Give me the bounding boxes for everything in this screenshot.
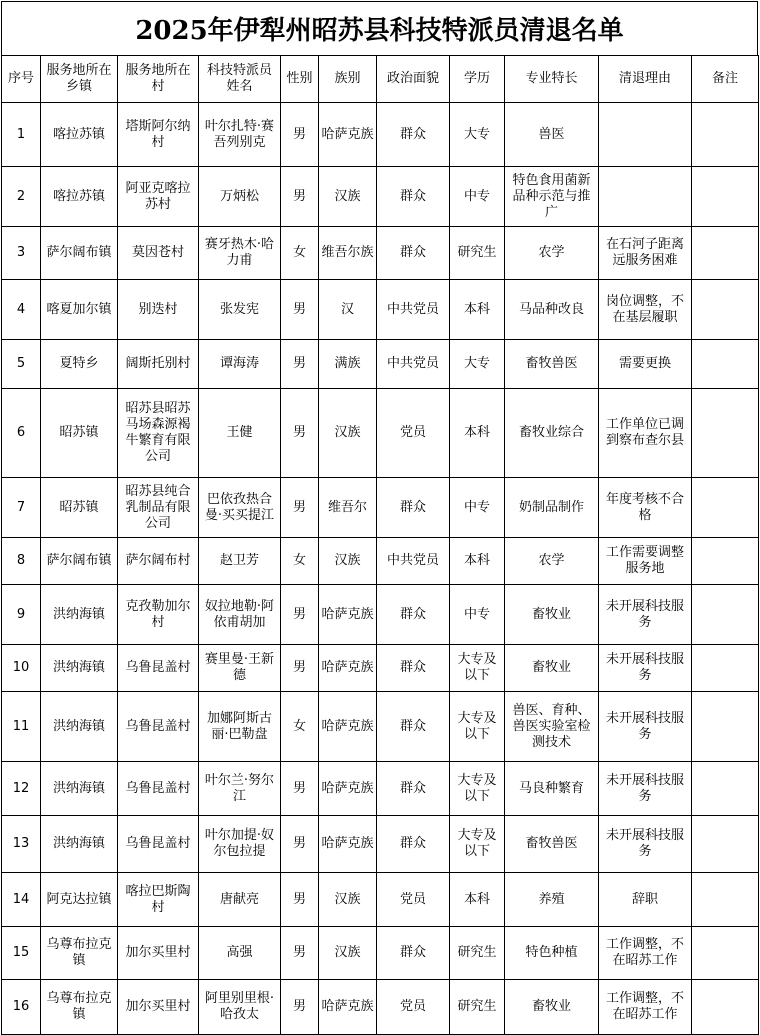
specialty-cell: 养殖 xyxy=(505,873,599,927)
name-cell: 赛牙热木·哈力甫 xyxy=(199,227,281,280)
table-row xyxy=(2,585,759,645)
remarks-cell xyxy=(692,478,759,538)
gender-cell: 女 xyxy=(281,227,319,280)
township-cell: 洪纳海镇 xyxy=(41,816,118,873)
column-header-name: 科技特派员姓名 xyxy=(199,56,281,103)
gender-cell: 男 xyxy=(281,280,319,340)
remarks-cell xyxy=(692,645,759,692)
table-row xyxy=(2,103,759,167)
ethnicity-cell: 哈萨克族 xyxy=(319,762,377,816)
township-cell: 萨尔阔布镇 xyxy=(41,538,118,585)
education-cell: 大专及以下 xyxy=(450,645,505,692)
name-cell: 高强 xyxy=(199,927,281,980)
index-cell: 13 xyxy=(2,816,41,873)
reason-cell: 工作调整，不在昭苏工作 xyxy=(599,980,692,1035)
ethnicity-cell: 汉族 xyxy=(319,167,377,227)
remarks-cell xyxy=(692,103,759,167)
village-cell: 阿亚克喀拉苏村 xyxy=(118,167,199,227)
village-cell: 昭苏县昭苏马场森源褐牛繁育有限公司 xyxy=(118,389,199,478)
reason-cell: 未开展科技服务 xyxy=(599,692,692,762)
township-cell: 洪纳海镇 xyxy=(41,762,118,816)
township-cell: 乌尊布拉克镇 xyxy=(41,927,118,980)
index-cell: 5 xyxy=(2,340,41,389)
political-status-cell: 群众 xyxy=(377,227,450,280)
village-cell: 乌鲁昆盖村 xyxy=(118,692,199,762)
ethnicity-cell: 哈萨克族 xyxy=(319,103,377,167)
village-cell: 莫因苍村 xyxy=(118,227,199,280)
ethnicity-cell: 哈萨克族 xyxy=(319,585,377,645)
township-cell: 昭苏镇 xyxy=(41,478,118,538)
remarks-cell xyxy=(692,585,759,645)
specialty-cell: 农学 xyxy=(505,227,599,280)
reason-cell: 工作单位已调到察布查尔县 xyxy=(599,389,692,478)
name-cell: 王健 xyxy=(199,389,281,478)
gender-cell: 男 xyxy=(281,873,319,927)
column-header-village: 服务地所在村 xyxy=(118,56,199,103)
political-status-cell: 中共党员 xyxy=(377,538,450,585)
table-row xyxy=(2,927,759,980)
township-cell: 洪纳海镇 xyxy=(41,692,118,762)
index-cell: 11 xyxy=(2,692,41,762)
reason-cell xyxy=(599,167,692,227)
index-cell: 4 xyxy=(2,280,41,340)
gender-cell: 男 xyxy=(281,980,319,1035)
table-row xyxy=(2,762,759,816)
education-cell: 研究生 xyxy=(450,980,505,1035)
ethnicity-cell: 满族 xyxy=(319,340,377,389)
table-row xyxy=(2,389,759,478)
specialty-cell: 畜牧业 xyxy=(505,645,599,692)
township-cell: 萨尔阔布镇 xyxy=(41,227,118,280)
education-cell: 本科 xyxy=(450,873,505,927)
education-cell: 本科 xyxy=(450,280,505,340)
table-row xyxy=(2,167,759,227)
gender-cell: 男 xyxy=(281,167,319,227)
table-row xyxy=(2,645,759,692)
remarks-cell xyxy=(692,692,759,762)
township-cell: 阿克达拉镇 xyxy=(41,873,118,927)
ethnicity-cell: 维吾尔族 xyxy=(319,227,377,280)
table-row xyxy=(2,538,759,585)
table-row xyxy=(2,873,759,927)
reason-cell: 未开展科技服务 xyxy=(599,645,692,692)
gender-cell: 男 xyxy=(281,103,319,167)
education-cell: 大专及以下 xyxy=(450,762,505,816)
ethnicity-cell: 汉族 xyxy=(319,873,377,927)
remarks-cell xyxy=(692,227,759,280)
education-cell: 研究生 xyxy=(450,927,505,980)
education-cell: 本科 xyxy=(450,389,505,478)
education-cell: 大专及以下 xyxy=(450,692,505,762)
remarks-cell xyxy=(692,980,759,1035)
political-status-cell: 群众 xyxy=(377,103,450,167)
header-row xyxy=(2,56,759,103)
gender-cell: 女 xyxy=(281,692,319,762)
ethnicity-cell: 哈萨克族 xyxy=(319,645,377,692)
township-cell: 喀拉苏镇 xyxy=(41,167,118,227)
index-cell: 15 xyxy=(2,927,41,980)
education-cell: 中专 xyxy=(450,167,505,227)
township-cell: 洪纳海镇 xyxy=(41,585,118,645)
township-cell: 喀夏加尔镇 xyxy=(41,280,118,340)
remarks-cell xyxy=(692,340,759,389)
index-cell: 6 xyxy=(2,389,41,478)
name-cell: 赛里曼·王新德 xyxy=(199,645,281,692)
reason-cell xyxy=(599,103,692,167)
village-cell: 乌鲁昆盖村 xyxy=(118,645,199,692)
gender-cell: 男 xyxy=(281,389,319,478)
specialty-cell: 特色种植 xyxy=(505,927,599,980)
specialty-cell: 农学 xyxy=(505,538,599,585)
reason-cell: 未开展科技服务 xyxy=(599,816,692,873)
column-header-ethnicity: 族别 xyxy=(319,56,377,103)
ethnicity-cell: 维吾尔 xyxy=(319,478,377,538)
village-cell: 乌鲁昆盖村 xyxy=(118,762,199,816)
reason-cell: 辞职 xyxy=(599,873,692,927)
table-row xyxy=(2,227,759,280)
specialty-cell: 畜牧兽医 xyxy=(505,816,599,873)
education-cell: 大专 xyxy=(450,103,505,167)
column-header-political-status: 政治面貌 xyxy=(377,56,450,103)
village-cell: 喀拉巴斯陶村 xyxy=(118,873,199,927)
remarks-cell xyxy=(692,538,759,585)
village-cell: 昭苏县纯合乳制品有限公司 xyxy=(118,478,199,538)
name-cell: 阿里别里根·哈孜太 xyxy=(199,980,281,1035)
index-cell: 2 xyxy=(2,167,41,227)
specialty-cell: 畜牧兽医 xyxy=(505,340,599,389)
table-row xyxy=(2,280,759,340)
roster-table xyxy=(1,55,759,1035)
education-cell: 中专 xyxy=(450,585,505,645)
table-row xyxy=(2,340,759,389)
political-status-cell: 群众 xyxy=(377,927,450,980)
remarks-cell xyxy=(692,280,759,340)
remarks-cell xyxy=(692,762,759,816)
index-cell: 3 xyxy=(2,227,41,280)
specialty-cell: 畜牧业 xyxy=(505,585,599,645)
political-status-cell: 中共党员 xyxy=(377,280,450,340)
index-cell: 1 xyxy=(2,103,41,167)
ethnicity-cell: 哈萨克族 xyxy=(319,816,377,873)
specialty-cell: 兽医 xyxy=(505,103,599,167)
reason-cell: 年度考核不合格 xyxy=(599,478,692,538)
specialty-cell: 特色食用菌新品种示范与推广 xyxy=(505,167,599,227)
gender-cell: 男 xyxy=(281,478,319,538)
village-cell: 加尔买里村 xyxy=(118,980,199,1035)
political-status-cell: 群众 xyxy=(377,478,450,538)
specialty-cell: 畜牧业 xyxy=(505,980,599,1035)
political-status-cell: 党员 xyxy=(377,389,450,478)
village-cell: 加尔买里村 xyxy=(118,927,199,980)
name-cell: 叶尔加提·奴尔包拉提 xyxy=(199,816,281,873)
township-cell: 夏特乡 xyxy=(41,340,118,389)
column-header-specialty: 专业特长 xyxy=(505,56,599,103)
table-row xyxy=(2,816,759,873)
index-cell: 12 xyxy=(2,762,41,816)
gender-cell: 女 xyxy=(281,538,319,585)
gender-cell: 男 xyxy=(281,340,319,389)
ethnicity-cell: 汉 xyxy=(319,280,377,340)
index-cell: 9 xyxy=(2,585,41,645)
index-cell: 14 xyxy=(2,873,41,927)
political-status-cell: 群众 xyxy=(377,167,450,227)
reason-cell: 工作需要调整服务地 xyxy=(599,538,692,585)
specialty-cell: 马品种改良 xyxy=(505,280,599,340)
gender-cell: 男 xyxy=(281,816,319,873)
township-cell: 洪纳海镇 xyxy=(41,645,118,692)
specialty-cell: 畜牧业综合 xyxy=(505,389,599,478)
index-cell: 7 xyxy=(2,478,41,538)
name-cell: 奴拉地勒·阿依甫胡加 xyxy=(199,585,281,645)
index-cell: 8 xyxy=(2,538,41,585)
ethnicity-cell: 哈萨克族 xyxy=(319,692,377,762)
village-cell: 萨尔阔布村 xyxy=(118,538,199,585)
name-cell: 叶尔兰·努尔江 xyxy=(199,762,281,816)
specialty-cell: 兽医、育种、兽医实验室检测技术 xyxy=(505,692,599,762)
index-cell: 10 xyxy=(2,645,41,692)
column-header-index: 序号 xyxy=(2,56,41,103)
reason-cell: 岗位调整，不在基层履职 xyxy=(599,280,692,340)
name-cell: 叶尔扎特·赛吾列别克 xyxy=(199,103,281,167)
ethnicity-cell: 汉族 xyxy=(319,389,377,478)
table-row xyxy=(2,478,759,538)
political-status-cell: 群众 xyxy=(377,762,450,816)
name-cell: 巴依孜热合曼·买买提江 xyxy=(199,478,281,538)
village-cell: 阔斯托别村 xyxy=(118,340,199,389)
political-status-cell: 群众 xyxy=(377,585,450,645)
index-cell: 16 xyxy=(2,980,41,1035)
political-status-cell: 群众 xyxy=(377,816,450,873)
village-cell: 别迭村 xyxy=(118,280,199,340)
specialty-cell: 马良种繁育 xyxy=(505,762,599,816)
reason-cell: 工作调整，不在昭苏工作 xyxy=(599,927,692,980)
name-cell: 张发宪 xyxy=(199,280,281,340)
township-cell: 喀拉苏镇 xyxy=(41,103,118,167)
reason-cell: 未开展科技服务 xyxy=(599,762,692,816)
specialty-cell: 奶制品制作 xyxy=(505,478,599,538)
political-status-cell: 群众 xyxy=(377,645,450,692)
township-cell: 乌尊布拉克镇 xyxy=(41,980,118,1035)
education-cell: 大专 xyxy=(450,340,505,389)
gender-cell: 男 xyxy=(281,927,319,980)
column-header-gender: 性别 xyxy=(281,56,319,103)
village-cell: 塔斯阿尔纳村 xyxy=(118,103,199,167)
remarks-cell xyxy=(692,389,759,478)
table-row xyxy=(2,980,759,1035)
name-cell: 唐献亮 xyxy=(199,873,281,927)
column-header-education: 学历 xyxy=(450,56,505,103)
remarks-cell xyxy=(692,927,759,980)
gender-cell: 男 xyxy=(281,585,319,645)
education-cell: 中专 xyxy=(450,478,505,538)
name-cell: 赵卫芳 xyxy=(199,538,281,585)
political-status-cell: 党员 xyxy=(377,980,450,1035)
reason-cell: 未开展科技服务 xyxy=(599,585,692,645)
political-status-cell: 党员 xyxy=(377,873,450,927)
column-header-township: 服务地所在乡镇 xyxy=(41,56,118,103)
name-cell: 万炳松 xyxy=(199,167,281,227)
ethnicity-cell: 汉族 xyxy=(319,927,377,980)
ethnicity-cell: 汉族 xyxy=(319,538,377,585)
village-cell: 克孜勒加尔村 xyxy=(118,585,199,645)
column-header-reason: 清退理由 xyxy=(599,56,692,103)
gender-cell: 男 xyxy=(281,645,319,692)
gender-cell: 男 xyxy=(281,762,319,816)
reason-cell: 在石河子距离远服务困难 xyxy=(599,227,692,280)
remarks-cell xyxy=(692,167,759,227)
education-cell: 大专及以下 xyxy=(450,816,505,873)
remarks-cell xyxy=(692,816,759,873)
ethnicity-cell: 哈萨克族 xyxy=(319,980,377,1035)
education-cell: 本科 xyxy=(450,538,505,585)
education-cell: 研究生 xyxy=(450,227,505,280)
table-row xyxy=(2,692,759,762)
remarks-cell xyxy=(692,873,759,927)
document-title: 2025年伊犁州昭苏县科技特派员清退名单 xyxy=(1,1,758,55)
reason-cell: 需要更换 xyxy=(599,340,692,389)
political-status-cell: 群众 xyxy=(377,692,450,762)
political-status-cell: 中共党员 xyxy=(377,340,450,389)
township-cell: 昭苏镇 xyxy=(41,389,118,478)
name-cell: 谭海涛 xyxy=(199,340,281,389)
village-cell: 乌鲁昆盖村 xyxy=(118,816,199,873)
document-page xyxy=(1,1,758,1023)
table-body xyxy=(2,103,759,1035)
column-header-remarks: 备注 xyxy=(692,56,759,103)
name-cell: 加娜阿斯古丽·巴勒盘 xyxy=(199,692,281,762)
